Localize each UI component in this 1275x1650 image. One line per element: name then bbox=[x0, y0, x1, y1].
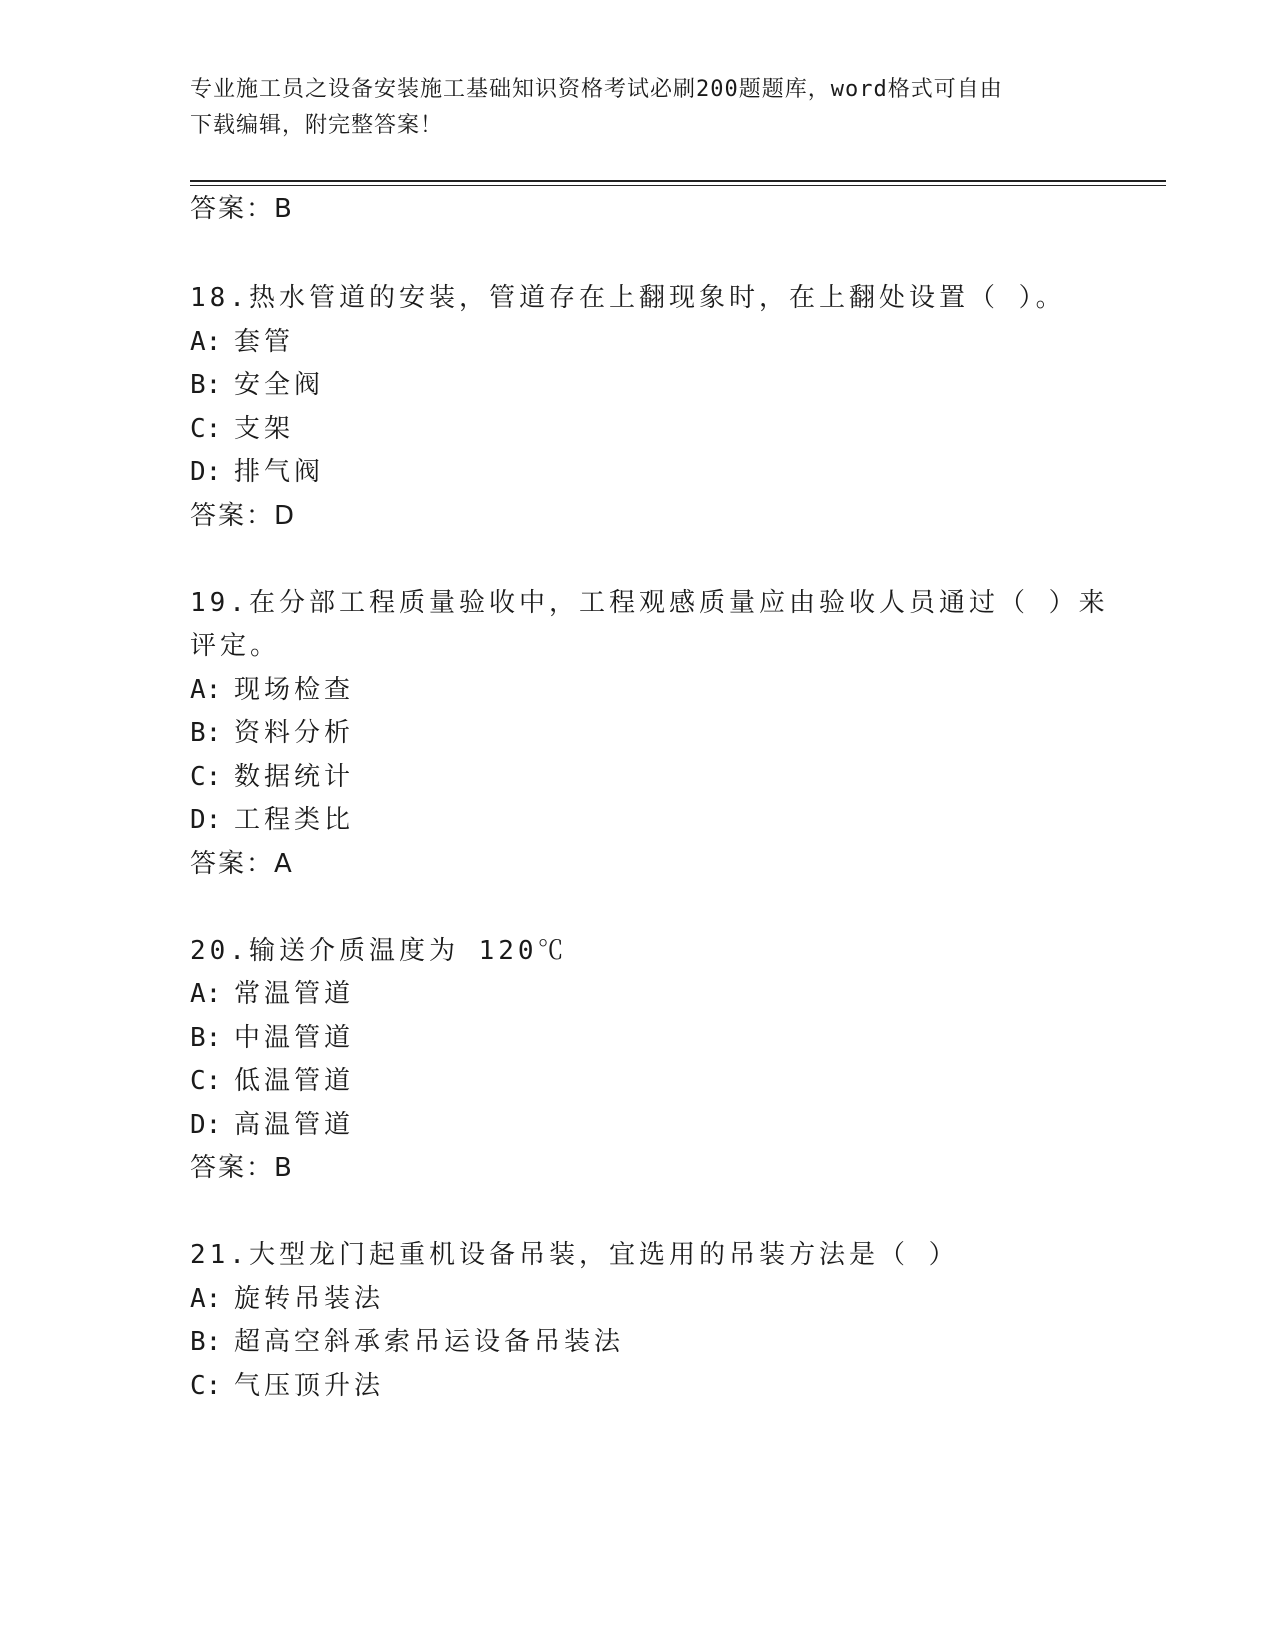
question-20-option-a bbox=[190, 975, 1090, 1013]
option-letter: C: bbox=[190, 414, 222, 444]
option-text: 套管 bbox=[234, 327, 295, 357]
option-text: 资料分析 bbox=[234, 718, 355, 748]
option-text: 气压顶升法 bbox=[234, 1371, 385, 1401]
question-18-option-d bbox=[190, 453, 1090, 491]
option-letter: A: bbox=[190, 327, 222, 357]
option-text: 工程类比 bbox=[234, 805, 355, 835]
question-19-option-c bbox=[190, 758, 1090, 796]
option-text: 高温管道 bbox=[234, 1110, 355, 1140]
header-divider-thin bbox=[190, 185, 1166, 186]
question-18-answer: 答案：D bbox=[190, 501, 297, 531]
option-letter: A: bbox=[190, 979, 222, 1009]
question-19-stem-line-2: 评定。 bbox=[190, 631, 281, 661]
option-text: 安全阀 bbox=[234, 370, 325, 400]
option-text: 支架 bbox=[234, 414, 295, 444]
question-19-option-d bbox=[190, 801, 1090, 839]
question-20-option-b bbox=[190, 1019, 1090, 1057]
question-18-option-a bbox=[190, 323, 1090, 361]
question-18-option-c bbox=[190, 410, 1090, 448]
question-20-option-c bbox=[190, 1062, 1090, 1100]
option-letter: D: bbox=[190, 1110, 222, 1140]
question-19-option-b bbox=[190, 714, 1090, 752]
option-letter: B: bbox=[190, 718, 222, 748]
option-letter: B: bbox=[190, 1023, 222, 1053]
option-letter: A: bbox=[190, 1284, 222, 1314]
option-text: 数据统计 bbox=[234, 762, 355, 792]
question-20-option-d bbox=[190, 1106, 1090, 1144]
question-20-answer: 答案：B bbox=[190, 1153, 294, 1183]
option-letter: B: bbox=[190, 370, 222, 400]
option-letter: D: bbox=[190, 805, 222, 835]
question-19-stem-line-1: 19.在分部工程质量验收中，工程观感质量应由验收人员通过（ ）来 bbox=[190, 588, 1109, 618]
option-text: 现场检查 bbox=[234, 675, 355, 705]
option-text: 中温管道 bbox=[234, 1023, 355, 1053]
question-18-option-b bbox=[190, 366, 1090, 404]
question-21-option-a bbox=[190, 1280, 1090, 1318]
option-text: 排气阀 bbox=[234, 457, 325, 487]
header-divider-thick bbox=[190, 180, 1166, 182]
question-21-stem: 21.大型龙门起重机设备吊装，宜选用的吊装方法是（ ） bbox=[190, 1240, 959, 1270]
header-line-1: 专业施工员之设备安装施工基础知识资格考试必刷200题题库，word格式可自由 bbox=[190, 77, 1003, 102]
option-letter: B: bbox=[190, 1327, 222, 1357]
option-text: 超高空斜承索吊运设备吊装法 bbox=[234, 1327, 625, 1357]
question-19-answer: 答案：A bbox=[190, 849, 294, 879]
question-21-option-b bbox=[190, 1323, 1090, 1361]
option-text: 常温管道 bbox=[234, 979, 355, 1009]
option-text: 低温管道 bbox=[234, 1066, 355, 1096]
question-21-option-c bbox=[190, 1367, 1090, 1405]
option-letter: C: bbox=[190, 762, 222, 792]
document-header bbox=[190, 72, 1090, 144]
answer-previous: 答案：B bbox=[190, 194, 294, 224]
question-18-stem: 18.热水管道的安装，管道存在上翻现象时，在上翻处设置（ ）。 bbox=[190, 283, 1066, 313]
option-letter: D: bbox=[190, 457, 222, 487]
option-text: 旋转吊装法 bbox=[234, 1284, 385, 1314]
header-line-2: 下载编辑，附完整答案！ bbox=[190, 113, 444, 138]
option-letter: C: bbox=[190, 1371, 222, 1401]
question-20-stem: 20.输送介质温度为 120℃ bbox=[190, 936, 568, 966]
option-letter: A: bbox=[190, 675, 222, 705]
question-19-option-a bbox=[190, 671, 1090, 709]
option-letter: C: bbox=[190, 1066, 222, 1096]
